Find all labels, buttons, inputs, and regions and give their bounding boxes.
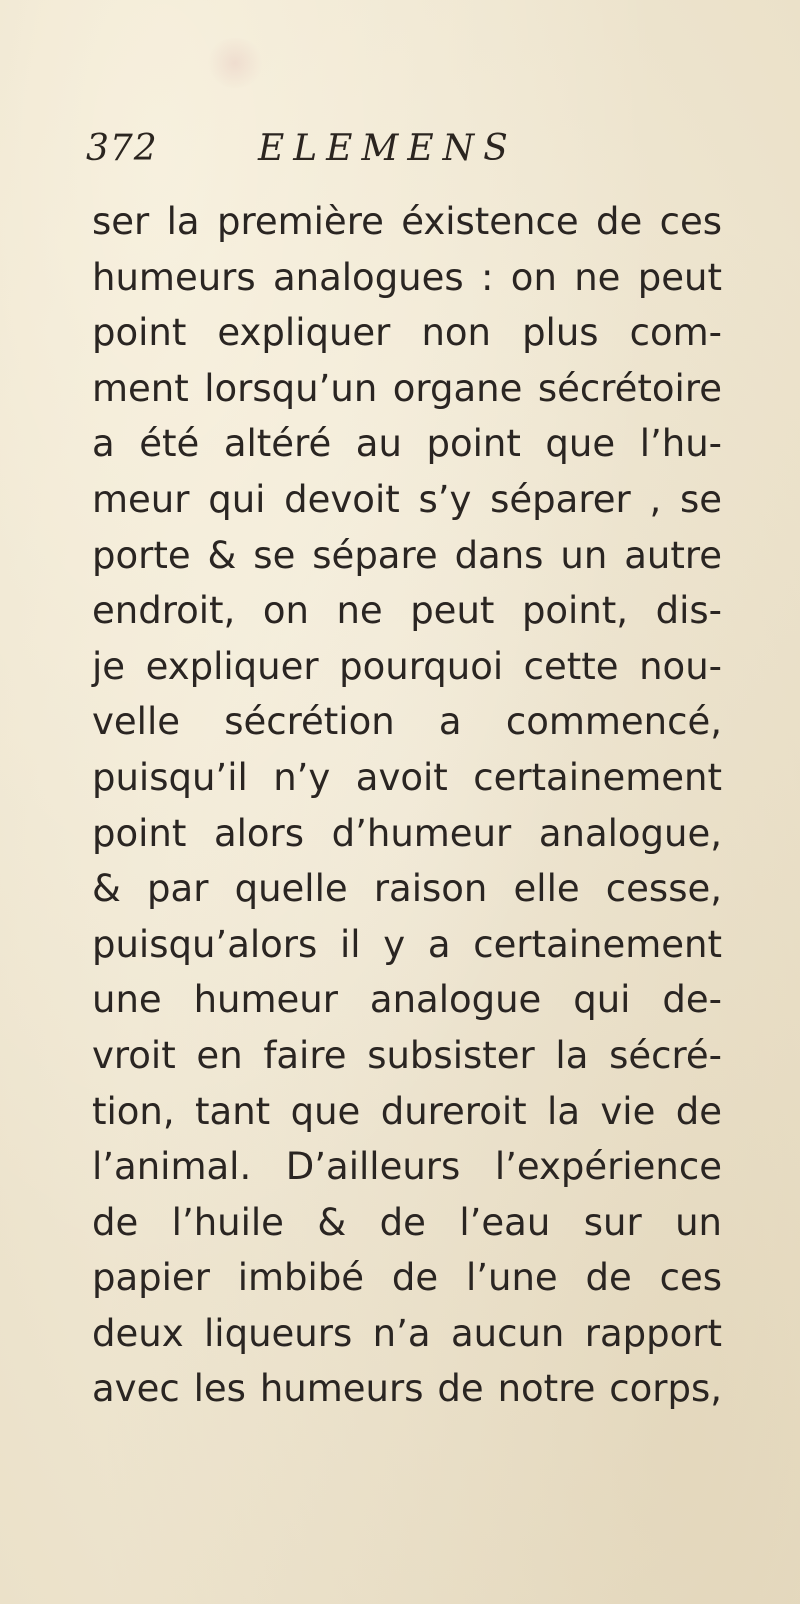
text-line: vroit en faire subsister la sécré-	[92, 1033, 722, 1077]
text-line: porte & se sépare dans un autre	[92, 533, 722, 577]
text-line: ser la première éxistence de ces	[92, 200, 722, 243]
text-line: puisqu’alors il y a certainement	[92, 922, 722, 966]
text-line: une humeur analogue qui de-	[92, 978, 722, 1022]
text-line: point alors d’humeur analogue,	[92, 811, 722, 855]
text-line: avec les humeurs de notre corps,	[92, 1367, 722, 1411]
running-head: ELEMENS	[258, 128, 517, 169]
text-line: velle sécrétion a commencé,	[92, 700, 722, 744]
text-line: point expliquer non plus com-	[92, 311, 722, 355]
text-line: humeurs analogues : on ne peut	[92, 255, 722, 299]
text-line: tion, tant que dureroit la vie de	[92, 1089, 722, 1133]
text-line: papier imbibé de l’une de ces	[92, 1256, 722, 1300]
text-line: l’animal. D’ailleurs l’expérience	[92, 1145, 722, 1189]
text-line: ment lorsqu’un organe sécrétoire	[92, 366, 722, 410]
text-line: a été altéré au point que l’hu-	[92, 422, 722, 466]
text-line: endroit, on ne peut point, dis-	[92, 589, 722, 633]
page-number: 372	[86, 128, 158, 169]
page-header	[86, 128, 706, 188]
text-line: de l’huile & de l’eau sur un	[92, 1200, 722, 1244]
body-text	[92, 194, 722, 1417]
paper-stain	[205, 38, 265, 88]
text-line: & par quelle raison elle cesse,	[92, 867, 722, 911]
text-line: deux liqueurs n’a aucun rapport	[92, 1311, 722, 1355]
text-line: meur qui devoit s’y séparer , se	[92, 477, 722, 521]
text-line: je expliquer pourquoi cette nou-	[92, 644, 722, 688]
text-line: puisqu’il n’y avoit certainement	[92, 755, 722, 799]
